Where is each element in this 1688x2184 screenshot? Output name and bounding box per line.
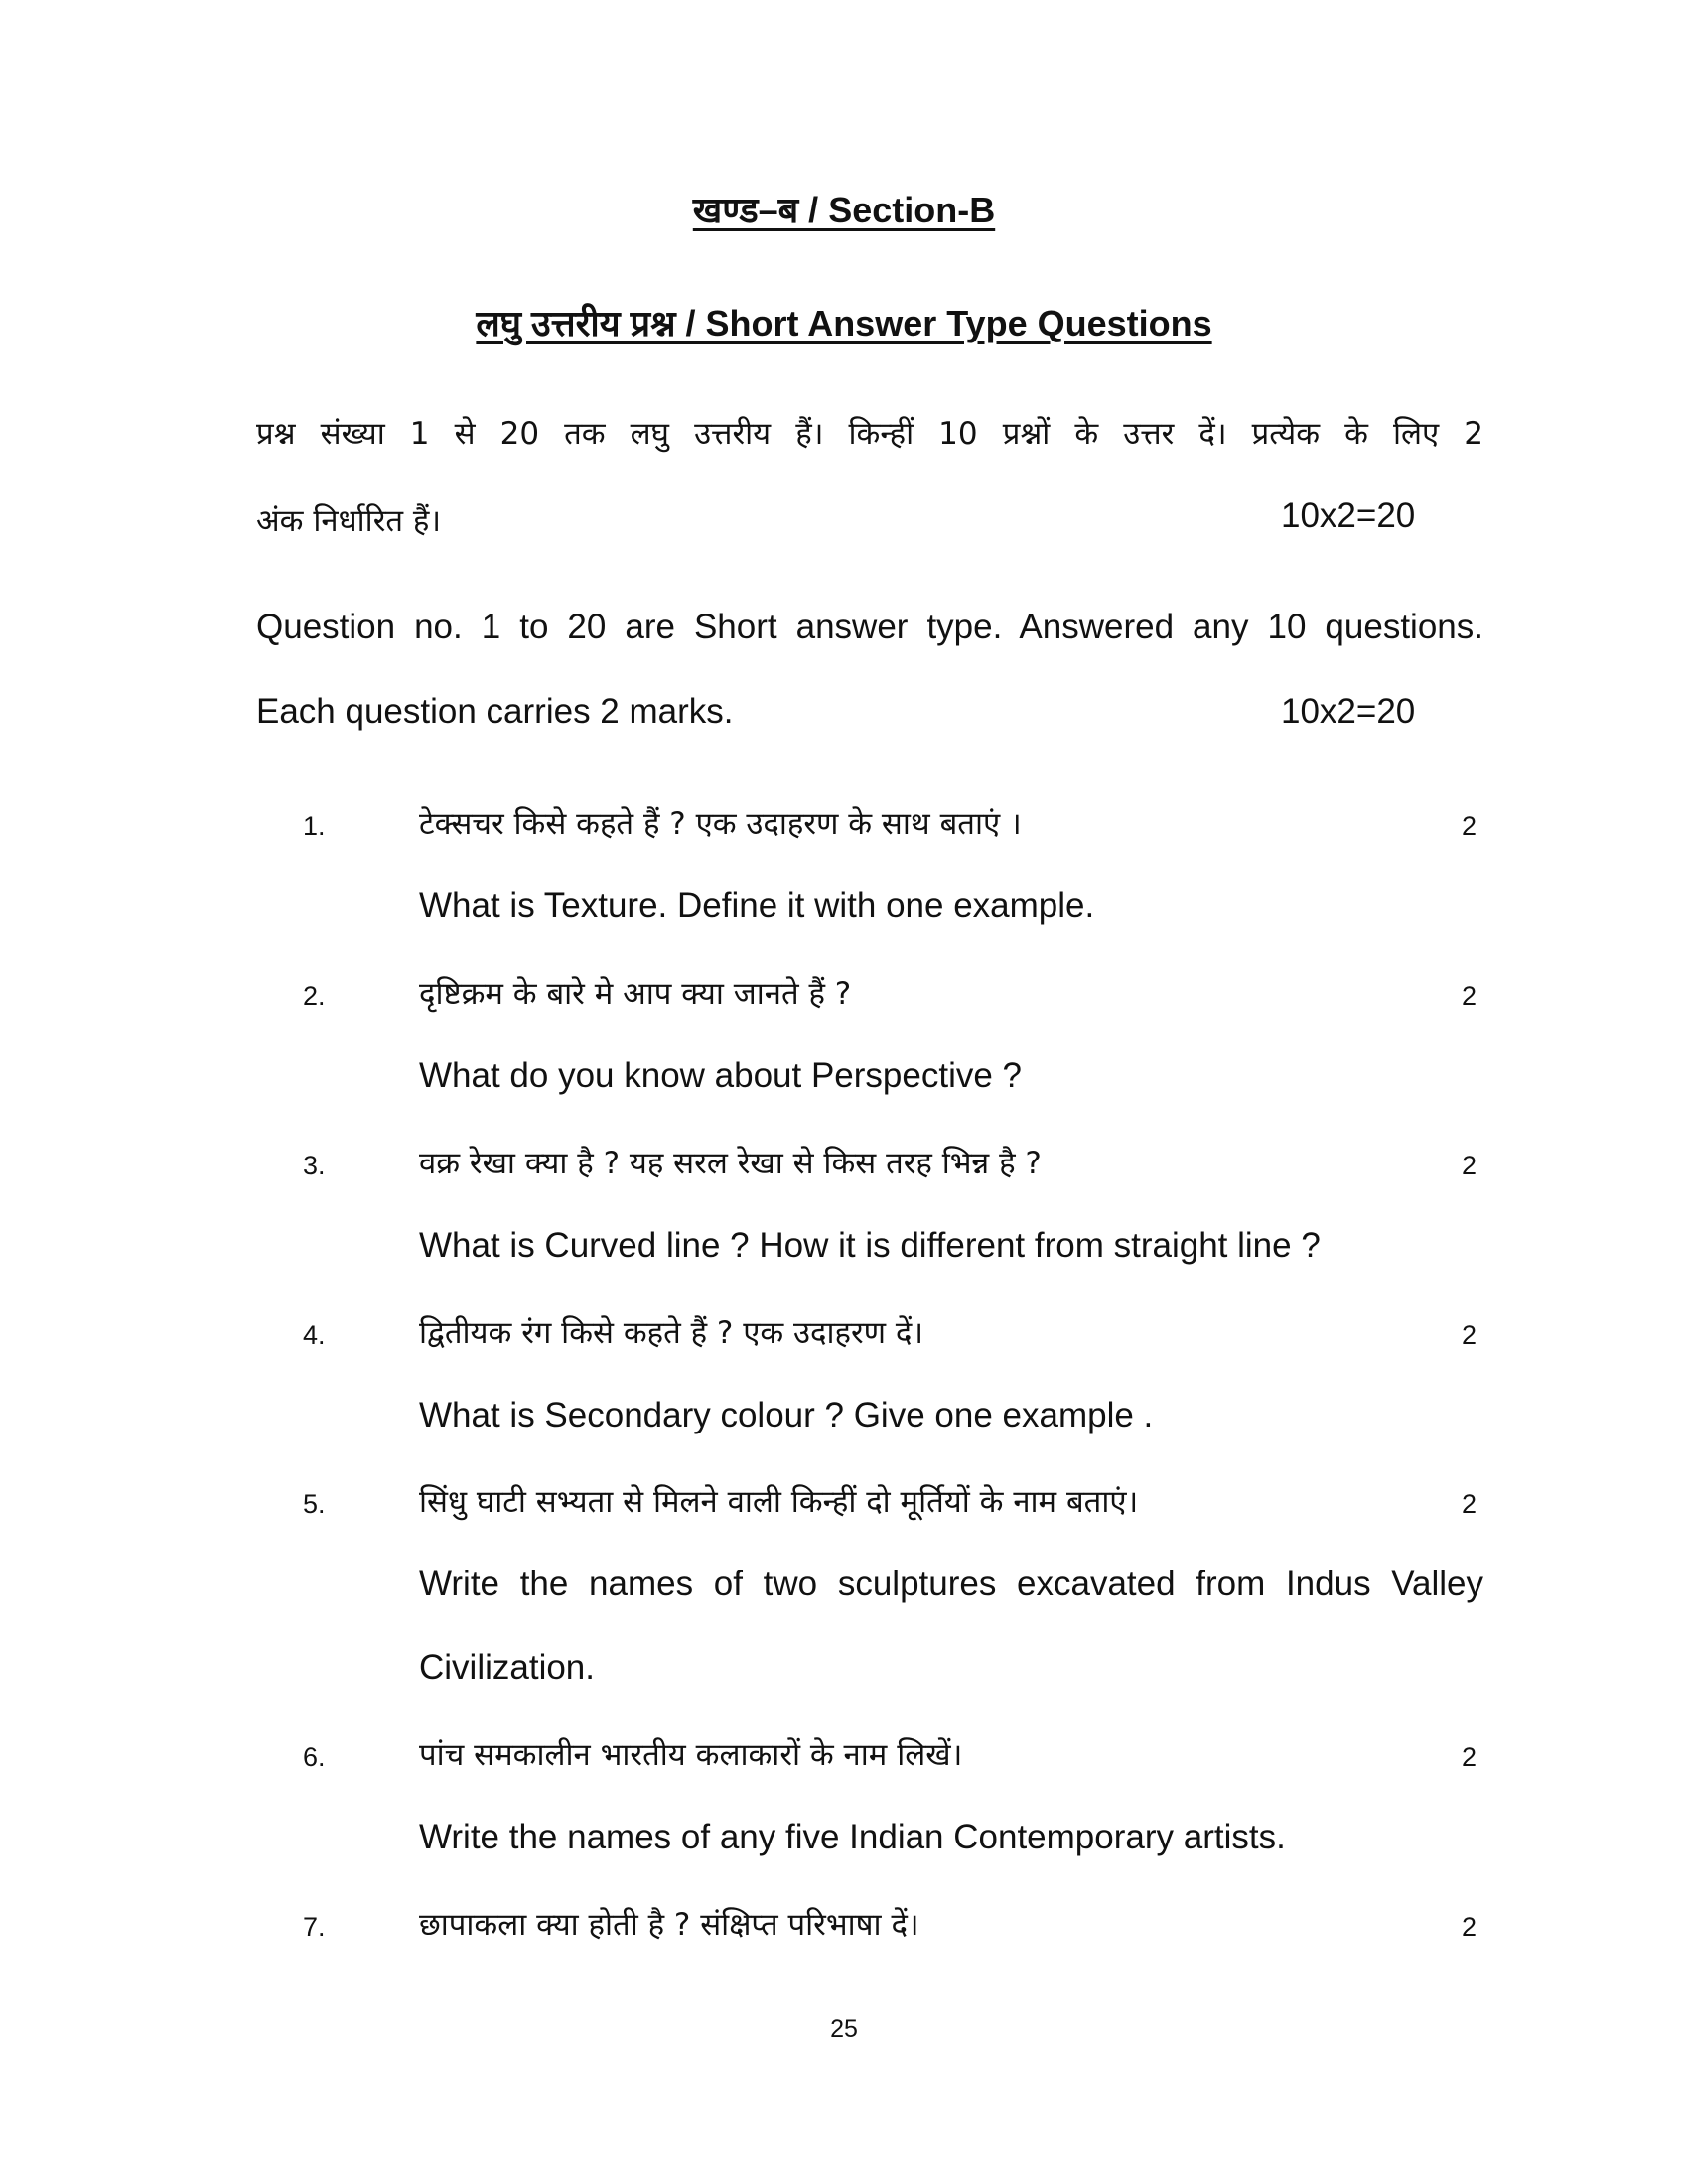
question-marks: 2 [1462,1320,1477,1350]
instructions-en-line1: Question no. 1 to 20 are Short answer type. Answered any 10 questions. [256,608,1483,646]
subheading: लघु उत्तरीय प्रश्न / Short Answer Type Questions [476,303,1212,343]
question-number: 6. [303,1742,326,1772]
question-number: 4. [303,1320,326,1350]
question-text-en-continued: Civilization. [419,1648,595,1687]
question-text-en: Write the names of two sculptures excavated from Indus Valley [419,1565,1483,1603]
page-number: 25 [830,2015,858,2043]
question-marks: 2 [1462,981,1477,1011]
question-marks: 2 [1462,1151,1477,1180]
question-text-en: What is Texture. Define it with one example. [419,887,1095,925]
question-text-hi: छापाकला क्या होती है ? संक्षिप्त परिभाषा दें। [419,1907,919,1943]
instructions-hi-line1: प्रश्न संख्या 1 से 20 तक लघु उत्तरीय हैं। किन्हीं 10 प्रश्नों के उत्तर दें। प्रत्येक के लिए 2 [256,416,1483,452]
instructions-hi-line2: अंक निर्धारित हैं। [256,503,442,539]
question-text-hi: दृष्टिक्रम के बारे मे आप क्या जानते हैं ? [419,976,852,1012]
question-marks: 2 [1462,811,1477,841]
section-heading: खण्ड–ब / Section-B [692,190,996,230]
instructions-en-line2: Each question carries 2 marks. [256,692,734,731]
question-text-hi: सिंधु घाटी सभ्यता से मिलने वाली किन्हीं दो मूर्तियों के नाम बताएं। [419,1484,1139,1520]
question-marks: 2 [1462,1742,1477,1772]
question-text-hi: पांच समकालीन भारतीय कलाकारों के नाम लिखें। [419,1737,963,1773]
question-text-en: Write the names of any five Indian Contemporary artists. [419,1818,1286,1856]
question-number: 1. [303,811,326,841]
question-text-hi: वक्र रेखा क्या है ? यह सरल रेखा से किस तरह भिन्न है ? [419,1146,1042,1181]
question-text-en: What do you know about Perspective ? [419,1056,1023,1095]
question-text-en: What is Curved line ? How it is different from straight line ? [419,1226,1321,1265]
instructions-hi-marks: 10x2=20 [1281,496,1416,535]
question-text-hi: टेक्सचर किसे कहते हैं ? एक उदाहरण के साथ बताएं । [419,806,1022,842]
question-number: 7. [303,1912,326,1942]
question-marks: 2 [1462,1912,1477,1942]
question-number: 5. [303,1489,326,1519]
question-marks: 2 [1462,1489,1477,1519]
question-number: 2. [303,981,326,1011]
question-text-hi: द्वितीयक रंग किसे कहते हैं ? एक उदाहरण दें। [419,1315,924,1351]
question-number: 3. [303,1151,326,1180]
question-text-en: What is Secondary colour ? Give one example . [419,1396,1154,1434]
instructions-en-marks: 10x2=20 [1281,692,1416,731]
